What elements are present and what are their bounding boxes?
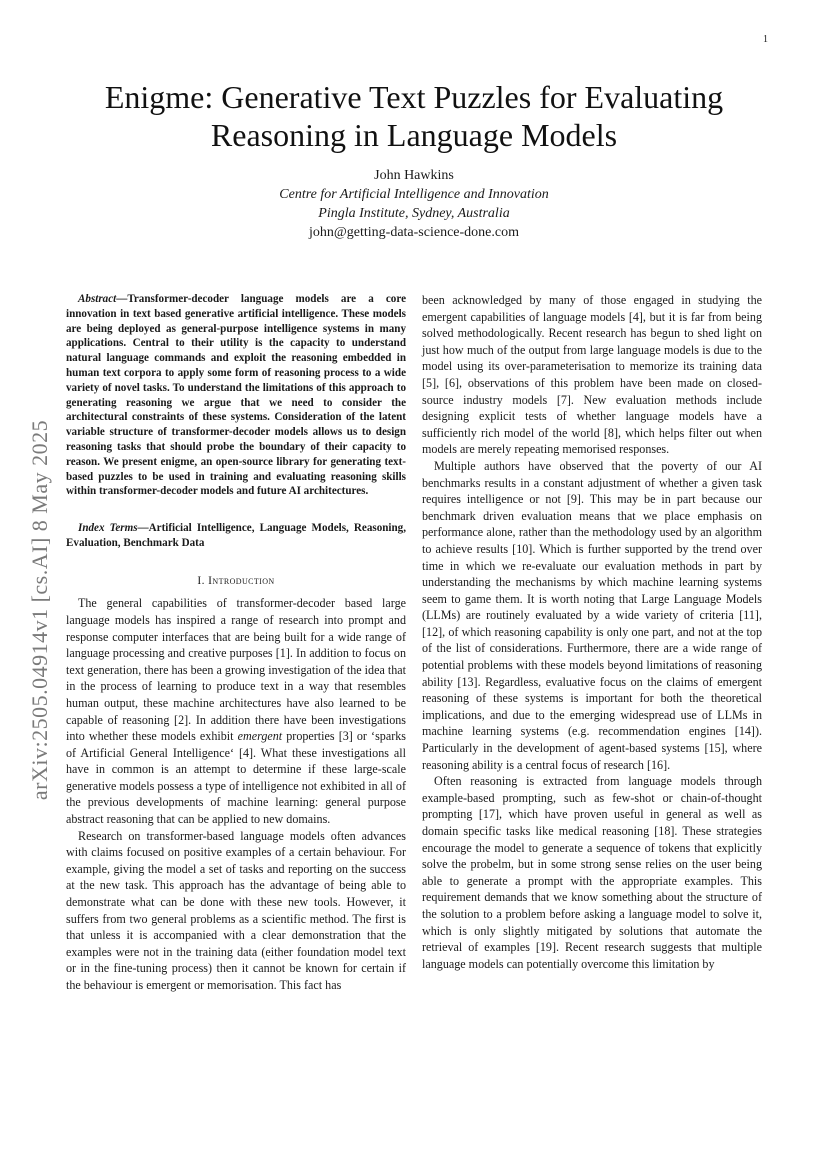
author-location: Pingla Institute, Sydney, Australia bbox=[318, 206, 510, 221]
author-affiliation: Centre for Artificial Intelligence and Innovation bbox=[279, 187, 549, 202]
intro-paragraph-1-part-a: The general capabilities of transformer-decoder based large language models has inspired a range of research into prompt and response computer interfaces that are being built for a wide range of language processing and creative purposes [1]. In addition to focus on text generation, there has been a growing investigation of the idea that in the process of learning to produce text in a way that resembles human output, these machine architectures have also learned to be capable of reasoning [2]. In addition there have been investigations into whether these models exhibit bbox=[66, 596, 406, 744]
arxiv-side-stamp bbox=[20, 370, 60, 850]
right-column bbox=[422, 292, 762, 972]
arxiv-identifier: arXiv:2505.04914v1 [cs.AI] 8 May 2025 bbox=[27, 419, 52, 801]
abstract-lead: Abstract bbox=[78, 293, 117, 305]
abstract bbox=[66, 292, 406, 499]
emphasis-emergent: emergent bbox=[237, 729, 283, 744]
index-terms-body: —Artificial Intelligence, Language Models, Reasoning, Evaluation, Benchmark Data bbox=[66, 522, 406, 549]
index-terms bbox=[66, 521, 406, 551]
left-column bbox=[66, 292, 406, 994]
author-block bbox=[60, 166, 768, 242]
index-terms-lead: Index Terms bbox=[78, 522, 138, 535]
abstract-body: —Transformer-decoder language models are a core innovation in text based generative artificial intelligence. These models are being deployed as general-purpose intelligence systems in many applications. Central to their utility is the capacity to understand natural language commands and exploit the reasoning embedded in human text corpora to apply some form of reasoning process to a wide variety of novel tasks. To understand the limitations of this approach to generating reasoning we argue that we need to consider the architectural constraints of these systems. Consideration of the latent variable structure of transformer-decoder models allows us to design reasoning tasks that should probe the boundary of their capacity to reason. We present enigme, an open-source library for generating text-based puzzles to be used in training and evaluating reasoning skills within transformer-decoder models and future AI architectures. bbox=[66, 293, 406, 498]
intro-paragraph-1 bbox=[66, 595, 406, 827]
paper-title: Enigme: Generative Text Puzzles for Evaluating Reasoning in Language Models bbox=[104, 79, 724, 153]
author-name: John Hawkins bbox=[374, 168, 454, 183]
author-email: john@getting-data-science-done.com bbox=[309, 225, 519, 240]
section-heading-introduction: I. Introduction bbox=[197, 574, 275, 587]
intro-paragraph-2: Research on transformer-based language models often advances with claims focused on positive examples of a certain behaviour. For example, giving the model a set of tasks and reporting on the success at the new task. This approach has the advantage of being able to demonstrate what can be done with these new tools. However, it suffers from two general problems as a scientific method. The first is that unless it is accompanied with a clear demonstration that the examples were not in the training data (either foundation model text or in the fine-tuning process) then it cannot be known for certain if the behaviour is emergent or memorisation. This fact has bbox=[66, 828, 406, 992]
body-paragraph-continued: been acknowledged by many of those engaged in studying the emergent capabilities of language models [4], but it is far from being solved methodologically. Recent research has begun to shed light on just how much of the output from large language models is due to the model using its over-parameterisation to memorize its training data [5], [6], observations of this problem have been made on closed-source industry models [7]. New evaluation methods include designing explicit tests of whether language models have a sufficiently rich model of the world [8], which helps filter out when models are merely repeating memorised responses. bbox=[422, 293, 762, 457]
body-paragraph-prompting: Often reasoning is extracted from language models through example-based prompting, such as few-shot or chain-of-thought prompting [17], which have proven useful in general as well as domain specific tasks like medical reasoning [18]. These strategies encourage the model to generate a sequence of tokens that explicitly solve the probelm, but in some strong sense relies on the user being able to generate a prompt with the appropriate examples. This requirement demands that we know something about the structure of the solution to a problem before asking a language model to solve it, which is only slightly mitigated by solutions that automate the retrieval of examples [19]. Recent research suggests that multiple language models can potentially overcome this limitation by bbox=[422, 774, 762, 971]
body-paragraph-benchmarks: Multiple authors have observed that the poverty of our AI benchmarks results in a constant adjustment of whether a given task requires intelligence or not [9]. This may be in part because our benchmark driven evaluation means that we place emphasis on performance alone, rather than the methodology used by an algorithm to achieve results [10]. Which is further supported by the trend over time in which we re-evaluate our evaluation methods in part by understanding the mechanisms by which machine learning systems seem to game them. It is worth noting that Large Language Models (LLMs) are routinely evaluated by a wide variety of criteria [11], [12], of which reasoning capability is only one part, and not at the top of the list of considerations. Furthermore, there are a wide range of potential problems with these models beyond limitations of reasoning ability [13]. Regardless, evaluative focus on the claims of emergent reasoning of these systems is important for both the theoretical implications, and due to the emerging widespread use of LLMs in machine learning systems (e.g. recommendation engines [14]). Particularly in the development of agent-based systems [15], where reasoning ability is a central focus of research [16]. bbox=[422, 458, 762, 772]
page-number: 1 bbox=[763, 34, 768, 45]
intro-paragraph-1-part-b: properties [3] or ‘sparks of Artificial General Intelligence‘ [4]. What these investigations all have in common is an attempt to determine if these large-scale generative models possess a type of intelligence not exhibited in all of the previous developments of machine learning: general purpose abstract reasoning that can be applied to new domains. bbox=[66, 729, 406, 827]
